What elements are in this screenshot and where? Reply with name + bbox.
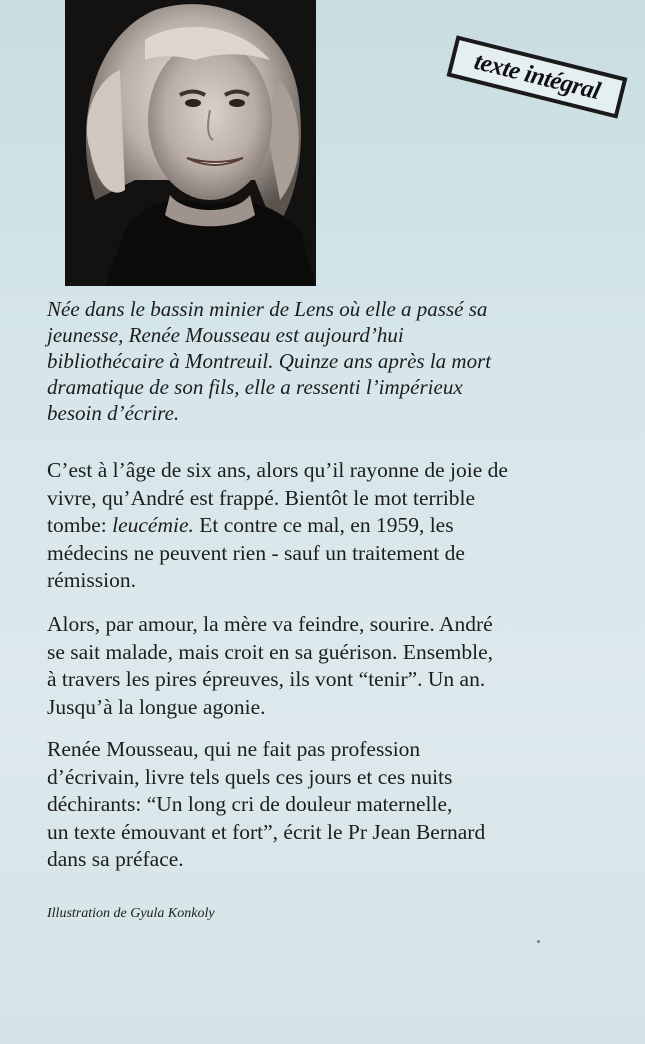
text-line: Jusqu’à la longue agonie. <box>47 694 266 719</box>
synopsis-paragraph-2 <box>47 611 617 721</box>
bio-line: dramatique de son fils, elle a ressenti l’impérieux <box>47 375 463 399</box>
text-line-prefix: tombe: <box>47 513 113 537</box>
synopsis-paragraph-3 <box>47 736 617 874</box>
synopsis-paragraph-1 <box>47 457 617 595</box>
text-line: dans sa préface. <box>47 847 184 871</box>
author-portrait-image <box>65 0 316 286</box>
print-speck <box>537 940 540 943</box>
bio-line: Née dans le bassin minier de Lens où elle a passé sa <box>47 297 488 321</box>
text-line: à travers les pires épreuves, ils vont “tenir”. Un an. <box>47 667 486 691</box>
bio-line: jeunesse, Renée Mousseau est aujourd’hui <box>47 323 404 347</box>
author-photo <box>65 0 316 286</box>
bio-line: bibliothécaire à Montreuil. Quinze ans après la mort <box>47 349 492 373</box>
text-line: vivre, qu’André est frappé. Bientôt le mot terrible <box>47 485 476 510</box>
emphasized-word: leucémie. <box>112 513 194 537</box>
author-bio <box>47 296 607 426</box>
text-line: C’est à l’âge de six ans, alors qu’il rayonne de joie de <box>47 458 508 482</box>
text-line: d’écrivain, livre tels quels ces jours et ces nuits <box>47 764 453 789</box>
text-line: un texte émouvant et fort”, écrit le Pr Jean Bernard <box>47 819 486 844</box>
bio-line: besoin d’écrire. <box>47 401 180 425</box>
text-line: Alors, par amour, la mère va feindre, sourire. André <box>47 612 493 636</box>
illustration-credit: Illustration de Gyula Konkoly <box>47 906 215 921</box>
text-line: Renée Mousseau, qui ne fait pas profession <box>47 737 421 761</box>
stamp-frame <box>447 35 628 118</box>
text-line: rémission. <box>47 568 136 592</box>
text-line: médecins ne peuvent rien - sauf un traitement de <box>47 540 465 565</box>
text-line-suffix: Et contre ce mal, en 1959, les <box>193 513 454 537</box>
text-line: se sait malade, mais croit en sa guérison. Ensemble, <box>47 639 493 664</box>
text-line: déchirants: “Un long cri de douleur maternelle, <box>47 792 453 816</box>
stamp-label: texte intégral <box>471 47 603 106</box>
texte-integral-stamp <box>447 35 628 118</box>
